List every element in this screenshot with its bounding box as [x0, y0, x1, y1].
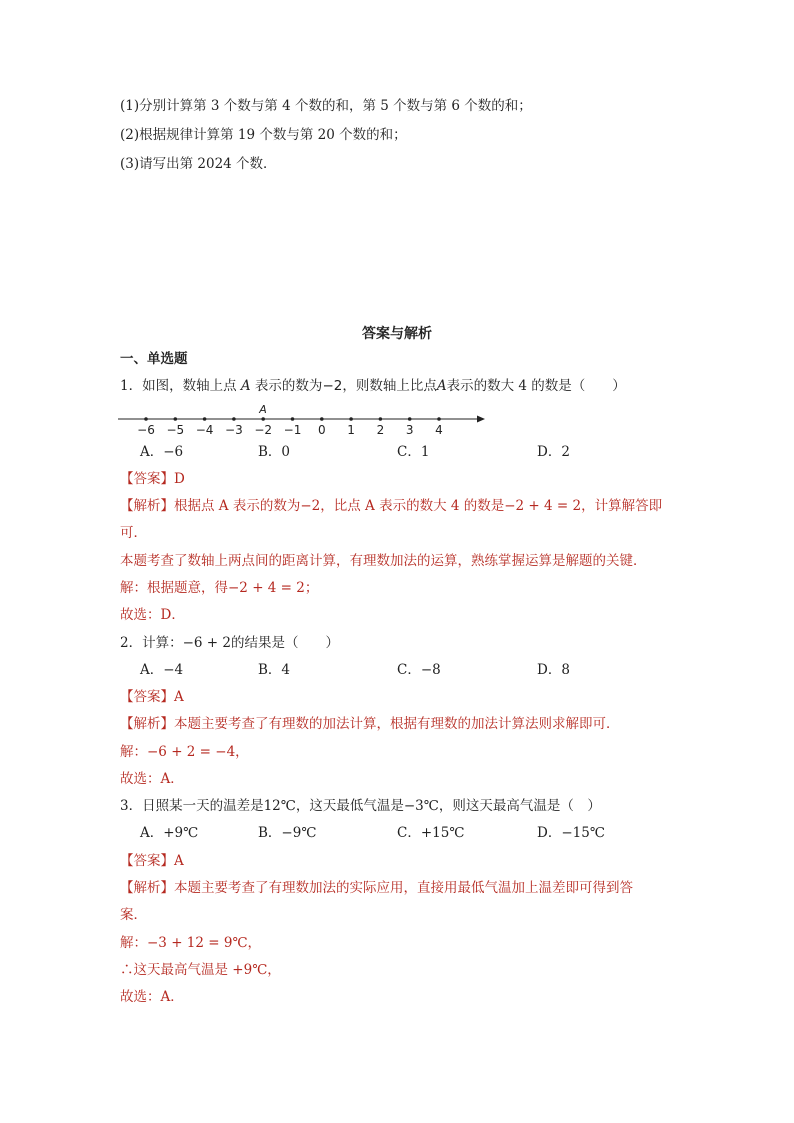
q1-solution: 解：根据题意，得−2 + 4 = 2； [120, 580, 319, 596]
number-line-tick [174, 417, 178, 421]
section-title: 一、单选题 [120, 351, 188, 367]
number-line-tick-label: 4 [435, 423, 443, 437]
number-line-tick [232, 417, 236, 421]
q1-stem: 1．如图，数轴上点 A 表示的数为−2，则数轴上比点A表示的数大 4 的数是（ ） [120, 378, 626, 394]
number-line-tick [349, 417, 353, 421]
q2-option-b: B．4 [258, 662, 291, 678]
q3-option-a: A．+9℃ [140, 825, 199, 841]
number-line-tick-label: −2 [254, 423, 273, 437]
number-line-tick-label: −5 [166, 423, 185, 437]
number-line-tick [320, 417, 324, 421]
q2-answer: 【答案】A [120, 689, 184, 705]
q3-analysis-line-1: 【解析】本题主要考查了有理数加法的实际应用，直接用最低气温加上温差即可得到答 [120, 880, 633, 896]
q2-solution: 解：−6 + 2 = −4， [120, 744, 249, 760]
number-line-tick [261, 417, 265, 421]
q1-analysis-line-3: 本题考查了数轴上两点间的距离计算，有理数加法的运算，熟练掌握运算是解题的关键． [120, 553, 647, 569]
q3-option-b: B．−9℃ [258, 825, 317, 841]
number-line-tick-label: 1 [347, 423, 355, 437]
q3-answer: 【答案】A [120, 853, 184, 869]
number-line-tick [379, 417, 383, 421]
q2-choose: 故选：A． [120, 771, 184, 787]
q1-answer: 【答案】D [120, 471, 185, 487]
q2-option-c: C．−8 [397, 662, 441, 678]
number-line-arrow [477, 416, 485, 423]
intro-question-3: (3)请写出第 2024 个数． [120, 156, 277, 172]
q2-option-d: D．8 [537, 662, 570, 678]
intro-question-1: (1)分别计算第 3 个数与第 4 个数的和，第 5 个数与第 6 个数的和； [120, 98, 532, 114]
number-line-tick-label: 0 [317, 423, 326, 437]
number-line-tick-label: −1 [283, 423, 302, 437]
q3-conclusion: ∴这天最高气温是 +9℃， [120, 962, 281, 978]
number-line-tick [144, 417, 148, 421]
q3-choose: 故选：A． [120, 989, 184, 1005]
number-line-tick-label: 3 [405, 423, 414, 437]
q1-choose: 故选：D． [120, 607, 185, 623]
q2-option-a: A．−4 [140, 662, 184, 678]
q1-analysis-line-1: 【解析】根据点 A 表示的数为−2，比点 A 表示的数大 4 的数是−2 + 4 = 2，计算解答即 [120, 498, 663, 514]
q1-analysis-line-2: 可． [120, 525, 147, 541]
number-line-tick-label: −4 [195, 423, 214, 437]
q3-solution: 解：−3 + 12 = 9℃， [120, 935, 262, 951]
answers-title: 答案与解析 [362, 326, 432, 342]
number-line-figure [115, 400, 495, 438]
q3-option-c: C．+15℃ [397, 825, 465, 841]
number-line-tick-label: 2 [376, 423, 385, 437]
number-line-tick [437, 417, 441, 421]
number-line-tick-label: −6 [137, 423, 155, 437]
number-line-tick-label: −3 [225, 423, 243, 437]
q2-analysis: 【解析】本题主要考查了有理数的加法计算，根据有理数的加法计算法则求解即可． [120, 716, 620, 732]
q2-stem: 2．计算：−6 + 2的结果是（ ） [120, 635, 339, 651]
intro-question-2: (2)根据规律计算第 19 个数与第 20 个数的和； [120, 127, 407, 143]
q3-analysis-line-2: 案． [120, 907, 147, 923]
number-line-tick [291, 417, 295, 421]
point-a-label: A [259, 403, 267, 416]
q3-option-d: D．−15℃ [537, 825, 605, 841]
number-line-tick [408, 417, 412, 421]
number-line-tick [203, 417, 207, 421]
q1-option-a: A．−6 [140, 444, 184, 460]
q1-option-d: D．2 [537, 444, 570, 460]
q1-option-b: B．0 [258, 444, 291, 460]
q1-option-c: C．1 [397, 444, 430, 460]
q3-stem: 3．日照某一天的温差是12℃，这天最低气温是−3℃，则这天最高气温是（ ） [120, 798, 601, 814]
